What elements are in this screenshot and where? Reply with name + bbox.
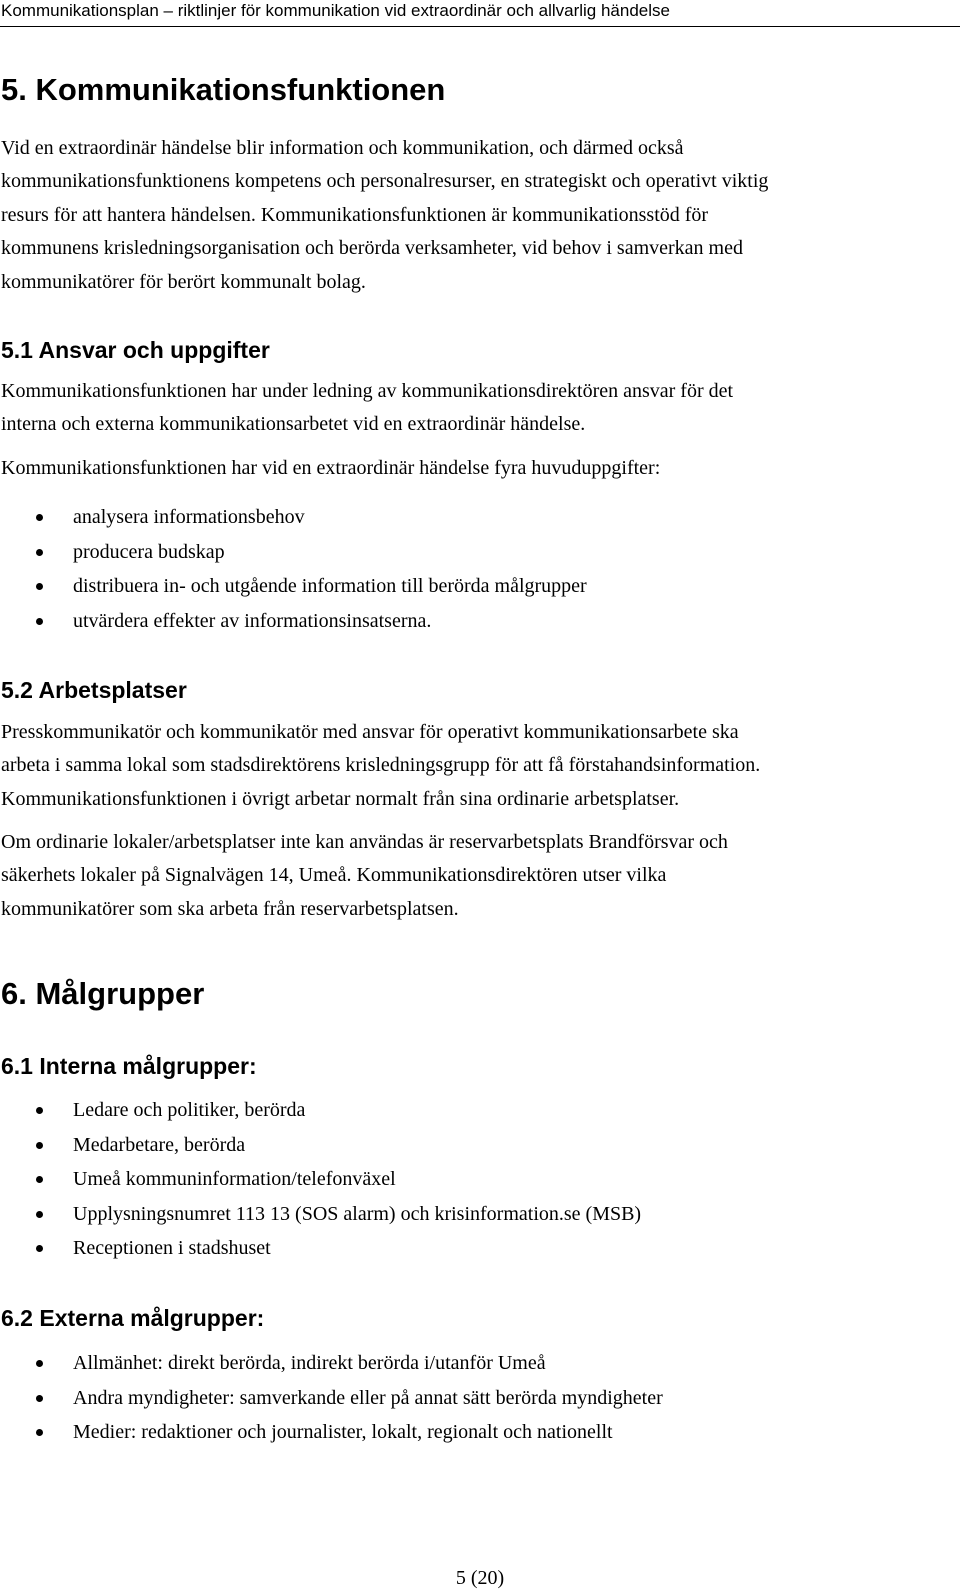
text-line: kommunikatörer för berört kommunalt bolag. [1, 270, 366, 293]
text-line: Kommunikationsfunktionen i övrigt arbetar normalt från sina ordinarie arbetsplatser. [1, 787, 680, 810]
list-item: Umeå kommuninformation/telefonväxel [0, 1162, 641, 1197]
running-header-title: Kommunikationsplan – riktlinjer för kommunikation vid extraordinär och allvarlig händelse [1, 1, 670, 20]
text-line: säkerhets lokaler på Signalvägen 14, Umeå. Kommunikationsdirektören utser vilka [1, 864, 667, 887]
heading-section-6-1: 6.1 Interna målgrupper: [1, 1053, 257, 1079]
bullet-icon [36, 514, 43, 521]
bullet-icon [36, 583, 43, 590]
bullet-icon [36, 1395, 43, 1402]
section-5-1-paragraph-1 [1, 375, 733, 442]
heading-section-5-2: 5.2 Arbetsplatser [1, 677, 187, 703]
text-line: kommunens krisledningsorganisation och berörda verksamheter, vid behov i samverkan med [1, 237, 743, 260]
section-5-1-paragraph-2 [1, 452, 660, 485]
heading-section-5-1: 5.1 Ansvar och uppgifter [1, 337, 270, 363]
list-item: Ledare och politiker, berörda [0, 1093, 641, 1128]
list-item: Medier: redaktioner och journalister, lokalt, regionalt och nationellt [0, 1415, 663, 1450]
text-line: interna och externa kommunikationsarbetet vid en extraordinär händelse. [1, 413, 586, 436]
text-line: arbeta i samma lokal som stadsdirektörens krisledningsgrupp för att få förstahandsinformation. [1, 754, 761, 777]
text-line: Presskommunikatör och kommunikatör med ansvar för operativt kommunikationsarbete ska [1, 721, 739, 743]
text-line: resurs för att hantera händelsen. Kommunikationsfunktionen är kommunikationsstöd för [1, 203, 709, 226]
bullet-icon [36, 1360, 43, 1367]
text-line: Kommunikationsfunktionen har under ledning av kommunikationsdirektören ansvar för det [1, 380, 734, 402]
text-line: kommunikationsfunktionens kompetens och personalresurser, en strategiskt och operativt viktig [1, 170, 769, 193]
section-5-intro-paragraph [1, 132, 768, 299]
bullet-icon [36, 1176, 43, 1183]
bullet-icon [36, 1429, 43, 1436]
heading-section-6: 6. Målgrupper [1, 976, 205, 1011]
running-header [0, 0, 960, 27]
list-item: Medarbetare, berörda [0, 1128, 641, 1163]
bullet-icon [36, 618, 43, 625]
list-item: utvärdera effekter av informationsinsatserna. [0, 604, 587, 639]
heading-section-6-2: 6.2 Externa målgrupper: [1, 1305, 265, 1331]
heading-section-5: 5. Kommunikationsfunktionen [1, 72, 446, 107]
section-5-2-paragraph-2 [1, 826, 728, 926]
external-audience-list [0, 1346, 663, 1450]
text-line: Om ordinarie lokaler/arbetsplatser inte kan användas är reservarbetsplats Brandförsvar och [1, 831, 728, 853]
page-number: 5 (20) [455, 1567, 505, 1589]
list-item: Upplysningsnumret 113 13 (SOS alarm) och krisinformation.se (MSB) [0, 1197, 641, 1232]
list-item: Andra myndigheter: samverkande eller på annat sätt berörda myndigheter [0, 1381, 663, 1416]
list-item: producera budskap [0, 535, 587, 570]
bullet-icon [36, 1211, 43, 1218]
list-item: distribuera in- och utgående information till berörda målgrupper [0, 569, 587, 604]
bullet-icon [36, 1107, 43, 1114]
list-item: Receptionen i stadshuset [0, 1231, 641, 1266]
text-line: Vid en extraordinär händelse blir information och kommunikation, och därmed också [1, 137, 684, 159]
bullet-icon [36, 549, 43, 556]
list-item: Allmänhet: direkt berörda, indirekt berörda i/utanför Umeå [0, 1346, 663, 1381]
bullet-icon [36, 1142, 43, 1149]
text-line: Kommunikationsfunktionen har vid en extraordinär händelse fyra huvuduppgifter: [1, 457, 661, 479]
task-list [0, 500, 587, 638]
list-item: analysera informationsbehov [0, 500, 587, 535]
text-line: kommunikatörer som ska arbeta från reservarbetsplatsen. [1, 897, 459, 920]
bullet-icon [36, 1245, 43, 1252]
internal-audience-list [0, 1093, 641, 1266]
section-5-2-paragraph-1 [1, 716, 760, 816]
